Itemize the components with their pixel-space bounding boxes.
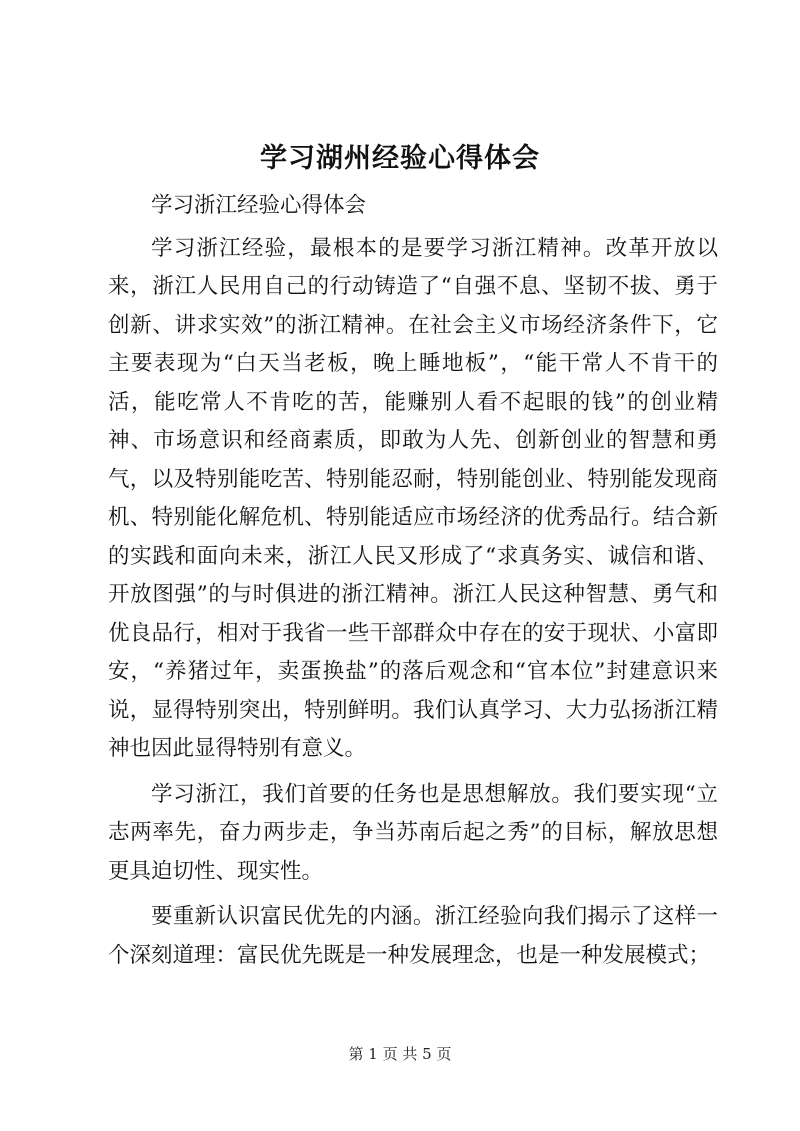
page-number-footer: 第 1 页 共 5 页 [348,1045,452,1063]
document-body [108,187,718,982]
paragraph-1: 学习浙江经验，最根本的是要学习浙江精神。改革开放以来，浙江人民用自己的行动铸造了“自强不息、坚韧不拔、勇于创新、讲求实效”的浙江精神。在社会主义市场经济条件下，它主要表现为“白天当老板，晚上睡地板”，“能干常人不肯干的活，能吃常人不肯吃的苦，能赚别人看不起眼的钱”的创业精神、市场意识和经商素质，即敢为人先、创新创业的智慧和勇气，以及特别能吃苦、特别能忍耐，特别能创业、特别能发现商机、特别能化解危机、特别能适应市场经济的优秀品行。结合新的实践和面向未来，浙江人民又形成了“求真务实、诚信和谐、开放图强”的与时俱进的浙江精神。浙江人民这种智慧、勇气和优良品行，相对于我省一些干部群众中存在的安于现状、小富即安，“养猪过年，卖蛋换盐”的落后观念和“官本位”封建意识来说，显得特别突出，特别鲜明。我们认真学习、大力弘扬浙江精神也因此显得特别有意义。 [108,235,718,761]
document-subtitle: 学习浙江经验心得体会 [151,193,367,218]
document-title: 学习湖州经验心得体会 [260,143,540,174]
paragraph-2: 学习浙江，我们首要的任务也是思想解放。我们要实现“立志两率先，奋力两步走，争当苏南后起之秀”的目标，解放思想更具迫切性、现实性。 [108,781,718,884]
paragraph-3: 要重新认识富民优先的内涵。浙江经验向我们揭示了这样一个深刻道理：富民优先既是一种发展理念，也是一种发展模式； [108,904,718,968]
